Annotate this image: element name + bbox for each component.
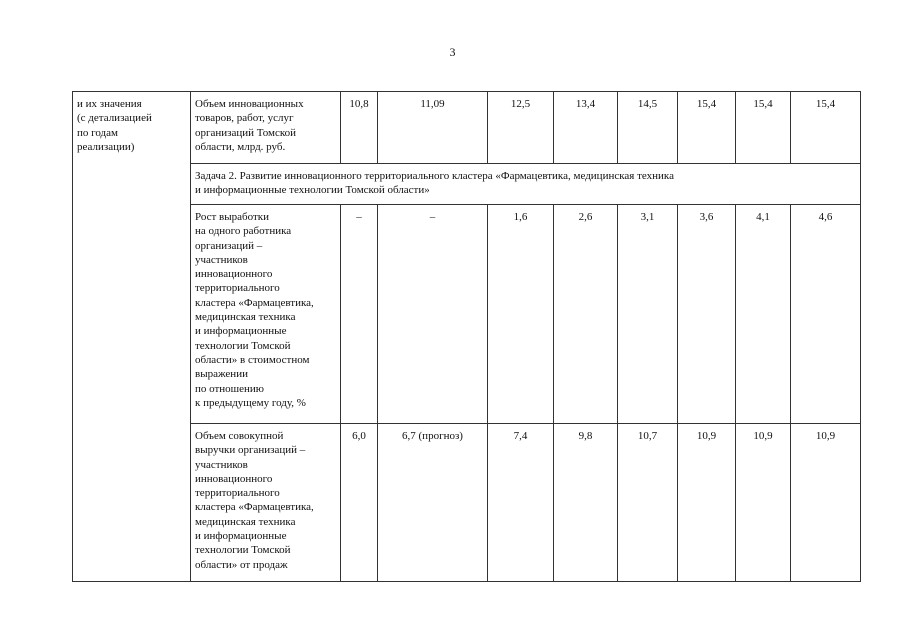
value-cell: 12,5 — [488, 92, 554, 164]
value-cell: 3,6 — [678, 205, 736, 424]
value-cell: 6,7 (прогноз) — [378, 424, 488, 582]
value-cell: 15,4 — [678, 92, 736, 164]
value-cell: 10,9 — [736, 424, 791, 582]
value-cell: 10,8 — [341, 92, 378, 164]
value-cell: 15,4 — [736, 92, 791, 164]
left-column-text: и их значения (с детализацией по годам реализации) — [73, 92, 191, 582]
value-cell: 1,6 — [488, 205, 554, 424]
value-cell: 10,7 — [618, 424, 678, 582]
value-cell: – — [378, 205, 488, 424]
value-cell: 4,1 — [736, 205, 791, 424]
value-cell: 10,9 — [791, 424, 861, 582]
page-number: 3 — [449, 45, 456, 59]
value-cell: 7,4 — [488, 424, 554, 582]
indicator-cell: Объем инновационных товаров, работ, услуг организаций Томской области, млрд. руб. — [191, 92, 341, 164]
indicator-cell: Рост выработки на одного работника организаций – участников инновационного территориального кластера «Фармацевтика, медицинская техника и информационные технологии Томской области» в стоимостном выражении по отношению к предыдущему году, % — [191, 205, 341, 424]
value-cell: 9,8 — [554, 424, 618, 582]
value-cell: 6,0 — [341, 424, 378, 582]
task-heading: Задача 2. Развитие инновационного территориального кластера «Фармацевтика, медицинская техника и информационные технологии Томской области» — [191, 164, 861, 205]
value-cell: – — [341, 205, 378, 424]
table-row — [73, 424, 861, 582]
table-row — [73, 205, 861, 424]
value-cell: 4,6 — [791, 205, 861, 424]
value-cell: 2,6 — [554, 205, 618, 424]
table-row — [73, 164, 861, 205]
table-row — [73, 92, 861, 164]
indicator-cell: Объем совокупной выручки организаций – участников инновационного территориального кластера «Фармацевтика, медицинская техника и информационные технологии Томской области» от продаж — [191, 424, 341, 582]
indicators-table — [72, 91, 861, 582]
value-cell: 14,5 — [618, 92, 678, 164]
value-cell: 11,09 — [378, 92, 488, 164]
value-cell: 13,4 — [554, 92, 618, 164]
value-cell: 10,9 — [678, 424, 736, 582]
value-cell: 3,1 — [618, 205, 678, 424]
value-cell: 15,4 — [791, 92, 861, 164]
